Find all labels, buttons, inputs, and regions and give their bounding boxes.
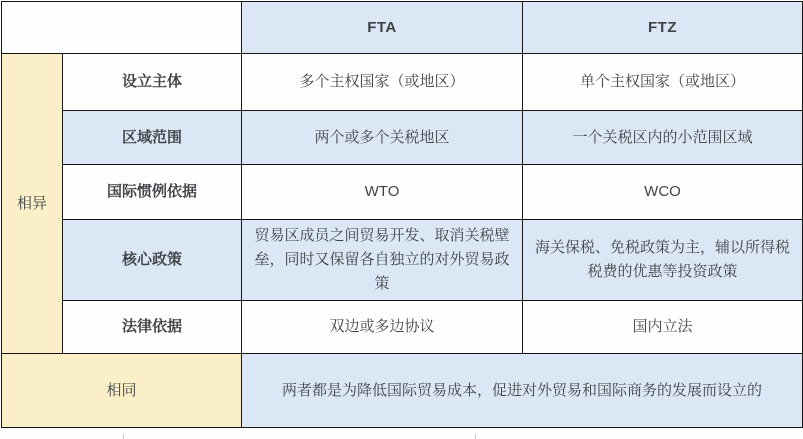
table-row: [2, 220, 803, 301]
cell-fta-core-policy: 贸易区成员之间贸易开发、取消关税壁垒，同时又保留各自独立的对外贸易政策: [242, 220, 523, 301]
cell-ftz-legal-basis: 国内立法: [523, 301, 803, 354]
partial-cell-divider: [475, 434, 476, 439]
cell-fta-regional-scope: 两个或多个关税地区: [242, 111, 523, 165]
cell-fta-international-convention: WTO: [242, 165, 523, 220]
footer-row: [2, 354, 803, 428]
table-row: [2, 301, 803, 354]
partial-next-row: [0, 434, 803, 439]
cell-ftz-establishing-body: 单个主权国家（或地区）: [523, 54, 803, 111]
column-header-ftz: FTZ: [523, 2, 803, 54]
cell-ftz-regional-scope: 一个关税区内的小范围区域: [523, 111, 803, 165]
corner-cell: [2, 2, 242, 54]
table-row: [2, 111, 803, 165]
row-label-legal-basis: 法律依据: [63, 301, 242, 354]
fta-ftz-comparison-table: [1, 1, 803, 428]
cell-same-content: 两者都是为降低国际贸易成本，促进对外贸易和国际商务的发展而设立的: [242, 354, 803, 428]
group-label-different: 相异: [2, 54, 63, 354]
row-label-core-policy: 核心政策: [63, 220, 242, 301]
partial-cell-divider: [123, 434, 124, 439]
cell-fta-establishing-body: 多个主权国家（或地区）: [242, 54, 523, 111]
row-label-regional-scope: 区域范围: [63, 111, 242, 165]
header-row: [2, 2, 803, 54]
row-label-international-convention: 国际惯例依据: [63, 165, 242, 220]
table-row: [2, 54, 803, 111]
table-row: [2, 165, 803, 220]
row-label-establishing-body: 设立主体: [63, 54, 242, 111]
cell-fta-legal-basis: 双边或多边协议: [242, 301, 523, 354]
cell-ftz-core-policy: 海关保税、免税政策为主，辅以所得税税费的优惠等投资政策: [523, 220, 803, 301]
cell-ftz-international-convention: WCO: [523, 165, 803, 220]
group-label-same: 相同: [2, 354, 242, 428]
column-header-fta: FTA: [242, 2, 523, 54]
